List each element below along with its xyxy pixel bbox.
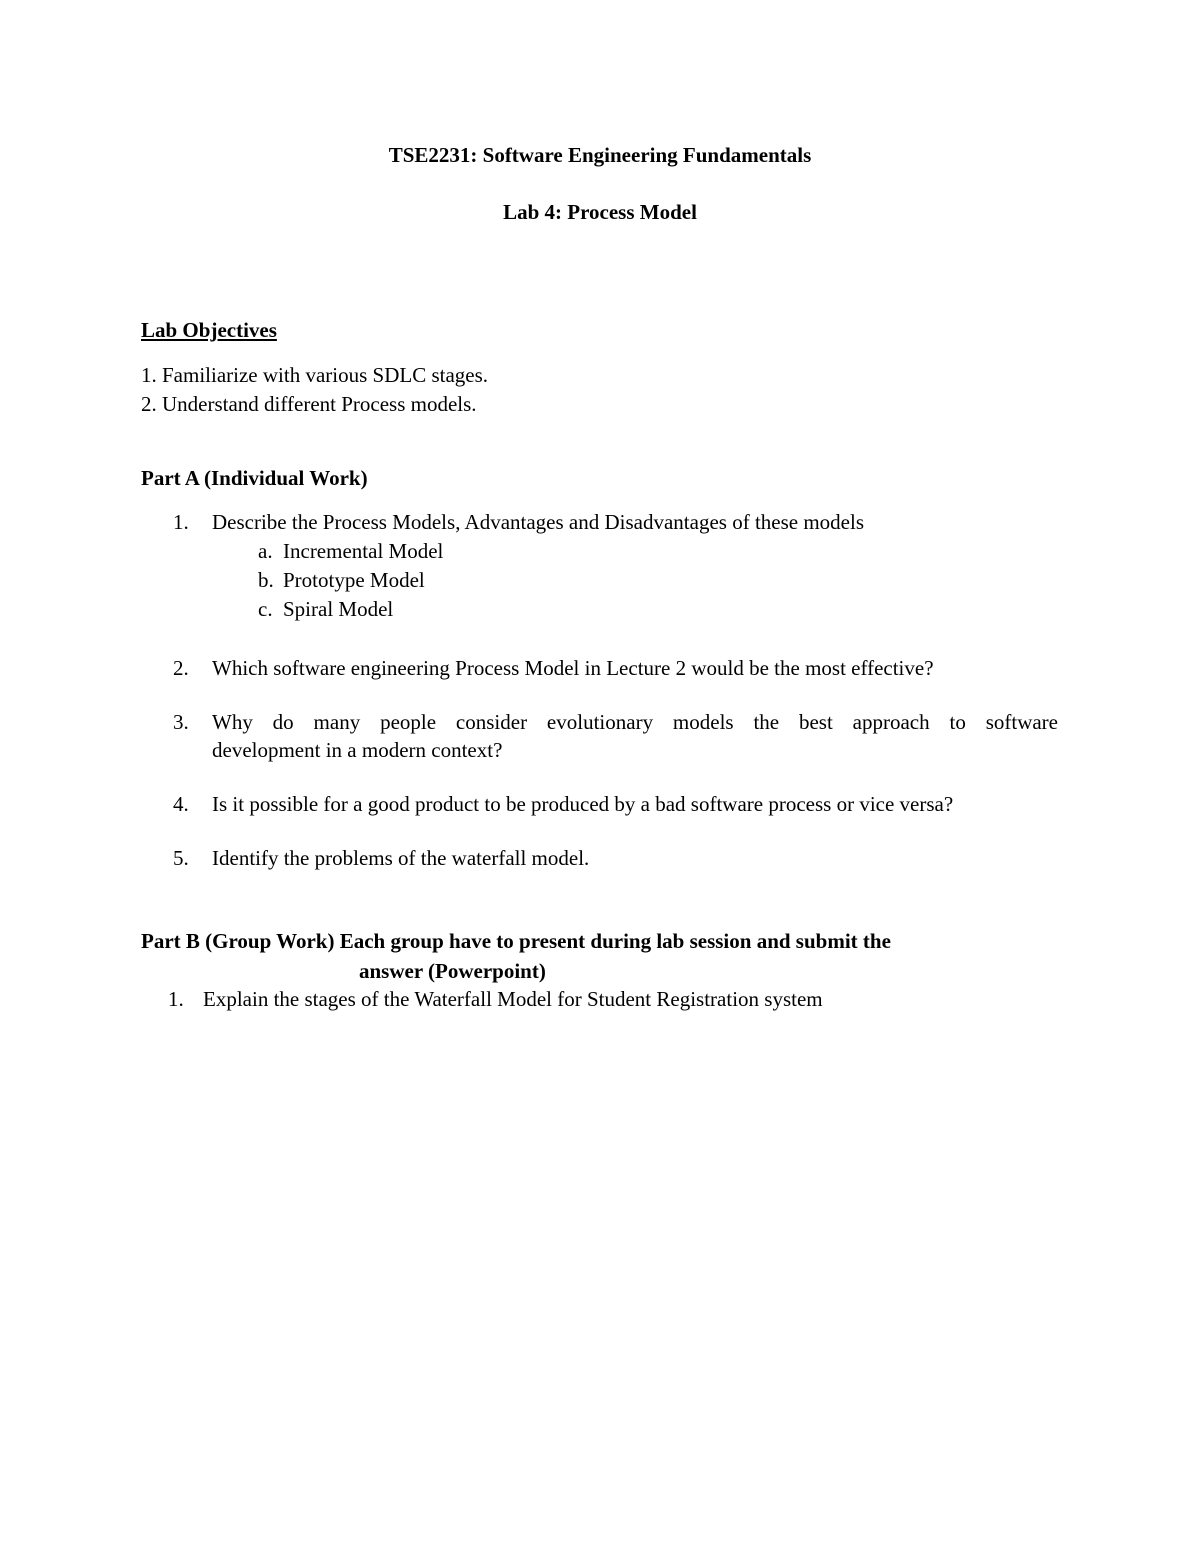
question-3-number: 3. bbox=[173, 710, 189, 734]
question-2-text: Which software engineering Process Model in Lecture 2 would be the most effective? bbox=[212, 656, 934, 680]
subitem-c-text: Spiral Model bbox=[283, 597, 394, 621]
objective-item-1: 1. Familiarize with various SDLC stages. bbox=[141, 363, 489, 387]
subitem-c-letter: c. bbox=[258, 597, 273, 621]
question-4-number: 4. bbox=[173, 792, 189, 816]
question-5-number: 5. bbox=[173, 846, 189, 870]
course-title: TSE2231: Software Engineering Fundamentals bbox=[388, 143, 812, 167]
question-3-text-line-1: Why do many people consider evolutionary models the best approach to software bbox=[212, 710, 1058, 734]
question-1-text: Describe the Process Models, Advantages and Disadvantages of these models bbox=[212, 510, 865, 534]
subitem-a-text: Incremental Model bbox=[283, 539, 444, 563]
objectives-heading: Lab Objectives bbox=[141, 318, 277, 342]
part-b-heading-line-1: Part B (Group Work) Each group have to present during lab session and submit the bbox=[141, 929, 891, 953]
question-3-text-line-2: development in a modern context? bbox=[212, 738, 503, 762]
question-2-number: 2. bbox=[173, 656, 189, 680]
question-4-text: Is it possible for a good product to be produced by a bad software process or vice versa? bbox=[212, 792, 954, 816]
subitem-b-letter: b. bbox=[258, 568, 274, 592]
lab-title: Lab 4: Process Model bbox=[503, 200, 697, 224]
part-b-question-1-number: 1. bbox=[168, 987, 184, 1011]
part-a-heading: Part A (Individual Work) bbox=[141, 466, 368, 490]
question-1-number: 1. bbox=[173, 510, 189, 534]
question-5-text: Identify the problems of the waterfall model. bbox=[212, 846, 590, 870]
part-b-heading-line-2: answer (Powerpoint) bbox=[359, 959, 546, 983]
part-b-question-1-text: Explain the stages of the Waterfall Model for Student Registration system bbox=[203, 987, 823, 1011]
subitem-b-text: Prototype Model bbox=[283, 568, 425, 592]
objective-item-2: 2. Understand different Process models. bbox=[141, 392, 477, 416]
subitem-a-letter: a. bbox=[258, 539, 273, 563]
